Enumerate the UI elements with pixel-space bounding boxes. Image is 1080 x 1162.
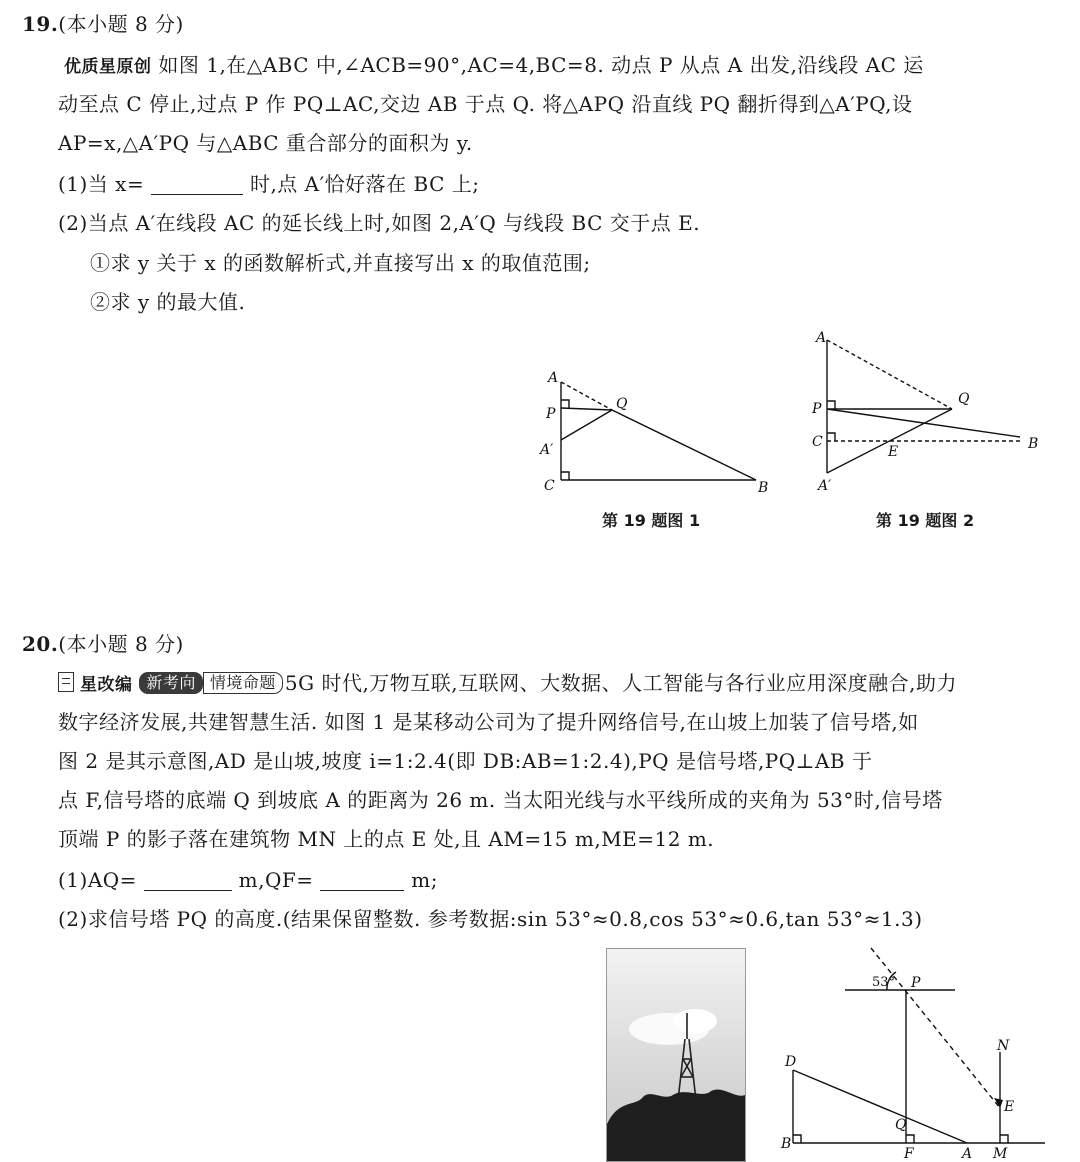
q19-fig2-caption: 第 19 题图 2 xyxy=(876,511,975,530)
fig2-label-a: A xyxy=(816,330,827,346)
fig1-label-b: B xyxy=(758,480,769,496)
q20-part2: (2)求信号塔 PQ 的高度.(结果保留整数. 参考数据:sin 53°≈0.8,cos 53°≈0.6,tan 53°≈1.3) xyxy=(58,907,923,931)
q20-figure-2 xyxy=(775,940,1050,1162)
fig1-right-angle-p xyxy=(561,400,569,408)
fig-label-n: N xyxy=(997,1038,1010,1054)
q19-sub1: ①求 y 关于 x 的函数解析式,并直接写出 x 的取值范围; xyxy=(90,251,591,275)
fig-right-angle-m xyxy=(1000,1135,1008,1143)
fig-label-m: M xyxy=(993,1146,1008,1162)
q20-line-4: 点 F,信号塔的底端 Q 到坡底 A 的距离为 26 m. 当太阳光线与水平线所成的夹角为 53°时,信号塔 xyxy=(58,788,943,812)
fig1-label-a-prime: A′ xyxy=(540,442,554,458)
q19-line-2: 动至点 C 停止,过点 P 作 PQ⊥AC,交边 AB 于点 Q. 将△APQ 沿直线 PQ 翻折得到△A′PQ,设 xyxy=(58,92,913,116)
fig-label-f: F xyxy=(904,1146,914,1162)
q20-text-1: 5G 时代,万物互联,互联网、大数据、人工智能与各行业应用深度融合,助力 xyxy=(284,671,958,695)
fig2-label-q: Q xyxy=(958,391,970,407)
fig1-label-c: C xyxy=(544,478,555,494)
fig1-side-qb xyxy=(612,410,756,480)
fig-label-e: E xyxy=(1004,1099,1015,1115)
fig2-label-c: C xyxy=(812,434,823,450)
fig2-label-p: P xyxy=(812,401,822,417)
q20-part1-prefix: (1)AQ= xyxy=(58,868,137,892)
q20-number: 20. xyxy=(22,632,59,656)
q19-figure-2 xyxy=(800,325,1060,500)
q20-tower-photo xyxy=(606,948,746,1162)
q19-part1-suffix: 时,点 A′恰好落在 BC 上; xyxy=(249,172,480,196)
document-icon xyxy=(58,672,74,692)
fig1-segment-a2q xyxy=(561,410,612,440)
q20-tag: 星改编 xyxy=(80,675,133,695)
fig-label-b: B xyxy=(781,1136,792,1152)
photo-trees xyxy=(607,1089,745,1161)
fig1-right-angle-c xyxy=(561,472,569,480)
q19-fig1-caption: 第 19 题图 1 xyxy=(602,511,701,530)
fig2-label-a-prime: A′ xyxy=(818,478,832,494)
q19-figure-1 xyxy=(530,360,790,500)
q19-tag: 优质星原创 xyxy=(64,57,152,77)
q19-line-1 xyxy=(64,51,924,81)
fig-right-angle-b xyxy=(793,1135,801,1143)
fig2-right-angle-p xyxy=(827,401,835,409)
fig2-label-b: B xyxy=(1028,436,1039,452)
q20-part1 xyxy=(58,866,438,894)
q20-part1-suffix: m; xyxy=(411,868,438,892)
fig1-segment-pq xyxy=(561,408,612,410)
q19-sub2: ②求 y 的最大值. xyxy=(90,290,246,314)
q20-qf-answer-blank[interactable] xyxy=(320,870,404,891)
q20-line-1 xyxy=(58,669,957,699)
fig-label-d: D xyxy=(785,1054,797,1070)
q20-line-2: 数字经济发展,共建智慧生活. 如图 1 是某移动公司为了提升网络信号,在山坡上加装了信号塔,如 xyxy=(58,710,919,734)
q19-part1-prefix: (1)当 x= xyxy=(58,172,145,196)
fig-angle-label: 53° xyxy=(872,975,896,990)
fig2-dashed-aq xyxy=(827,340,952,409)
fig-sunlight-ray xyxy=(871,948,1000,1108)
fig-label-a: A xyxy=(962,1146,973,1162)
q19-line-3: AP=x,△A′PQ 与△ABC 重合部分的面积为 y. xyxy=(58,131,473,155)
q19-part1 xyxy=(58,170,479,198)
q20-line-3: 图 2 是其示意图,AD 是山坡,坡度 i=1:2.4(即 DB:AB=1:2.4),PQ 是信号塔,PQ⊥AB 于 xyxy=(58,749,873,773)
q19-part1-answer-blank[interactable] xyxy=(151,174,243,195)
q19-number: 19. xyxy=(22,12,59,36)
q20-aq-answer-blank[interactable] xyxy=(144,870,232,891)
q19-text-1: 如图 1,在△ABC 中,∠ACB=90°,AC=4,BC=8. 动点 P 从点 A 出发,沿线段 AC 运 xyxy=(158,53,924,77)
fig2-right-angle-c xyxy=(827,433,835,441)
fig2-label-e: E xyxy=(888,444,899,460)
q19-header xyxy=(22,10,184,38)
q19-points: (本小题 8 分) xyxy=(58,12,184,36)
fig1-label-a: A xyxy=(548,370,559,386)
q20-part1-middle: m,QF= xyxy=(238,868,314,892)
q20-tag-new: 新考向 xyxy=(139,672,203,694)
fig-label-q: Q xyxy=(895,1117,907,1133)
q20-points: (本小题 8 分) xyxy=(58,632,184,656)
fig-slope-da xyxy=(793,1070,967,1143)
q19-part2: (2)当点 A′在线段 AC 的延长线上时,如图 2,A′Q 与线段 BC 交于点 E. xyxy=(58,211,701,235)
tower-photo-drawing xyxy=(607,949,745,1161)
q20-header xyxy=(22,630,184,658)
fig-right-angle-f xyxy=(906,1135,914,1143)
fig-label-p: P xyxy=(911,975,921,991)
fig1-label-q: Q xyxy=(616,396,628,412)
photo-cloud-2 xyxy=(673,1009,717,1033)
q20-tag-context: 情境命题 xyxy=(203,672,283,694)
q20-line-5: 顶端 P 的影子落在建筑物 MN 上的点 E 处,且 AM=15 m,ME=12 m. xyxy=(58,827,715,851)
fig1-label-p: P xyxy=(546,406,556,422)
